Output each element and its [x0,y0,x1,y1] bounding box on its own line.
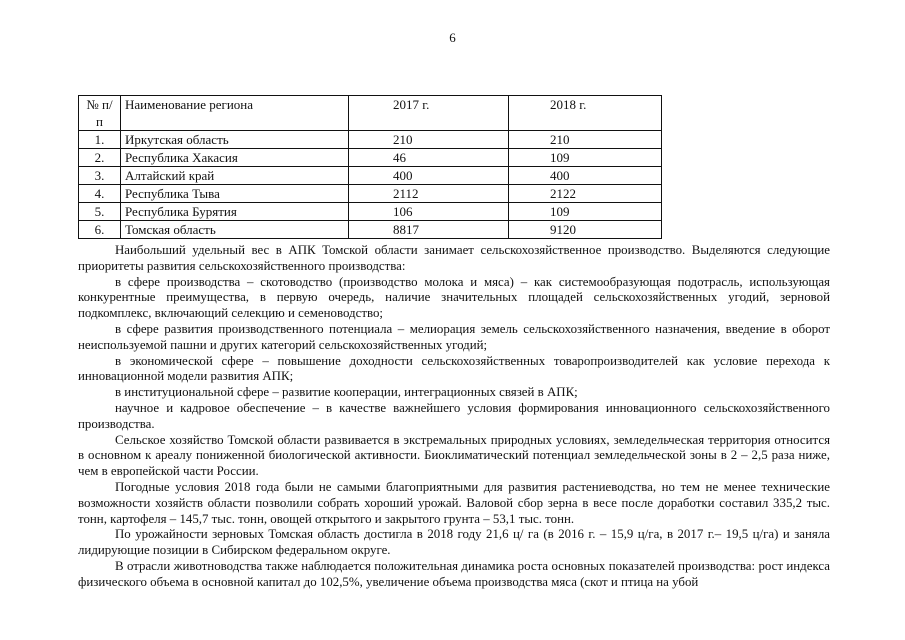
cell-2017: 46 [349,149,509,167]
cell-2018: 210 [509,131,662,149]
cell-num: 2. [79,149,121,167]
cell-num: 4. [79,185,121,203]
body-text [78,243,830,591]
table-row [79,167,662,185]
page-number: 6 [449,30,456,45]
table-row [79,131,662,149]
header-region-name: Наименование региона [121,96,349,131]
cell-2018: 109 [509,149,662,167]
cell-region-name: Республика Бурятия [121,203,349,221]
paragraph: в сфере производства – скотоводство (производство молока и мяса) – как системообразующая подотрасль, использующая конкурентные преимущества, в первую очередь, наличие значительных площадей сельскохозяйственных угодий, зерновой подкомплекс, включающий селекцию и семеноводство; [78,274,830,321]
cell-2017: 106 [349,203,509,221]
cell-2018: 400 [509,167,662,185]
paragraph: Наибольший удельный вес в АПК Томской области занимает сельскохозяйственное производство. Выделяются следующие приоритеты развития сельскохозяйственного производства: [78,243,830,273]
cell-2017: 210 [349,131,509,149]
table-header-row [79,96,662,131]
cell-2018: 109 [509,203,662,221]
cell-2017: 2112 [349,185,509,203]
table-row [79,149,662,167]
paragraph: в институциональной сфере – развитие кооперации, интеграционных связей в АПК; [115,385,578,400]
paragraph: научное и кадровое обеспечение – в качестве важнейшего условия формирования инновационного сельскохозяйственного производства. [78,400,830,431]
cell-2017: 8817 [349,221,509,239]
cell-region-name: Республика Хакасия [121,149,349,167]
cell-num: 5. [79,203,121,221]
table-row [79,203,662,221]
cell-2018: 9120 [509,221,662,239]
cell-region-name: Иркутская область [121,131,349,149]
cell-region-name: Республика Тыва [121,185,349,203]
header-num: № п/п [79,96,121,131]
cell-num: 6. [79,221,121,239]
cell-2018: 2122 [509,185,662,203]
cell-num: 1. [79,131,121,149]
paragraph: Погодные условия 2018 года были не самыми благоприятными для развития растениеводства, но тем не менее технические возможности хозяйств области позволили собрать хороший урожай. Валовой сбор зерна в весе после доработки составил 335,2 тыс. тонн, картофеля – 145,7 тыс. тонн, овощей открытого и закрытого грунта – 53,1 тыс. тонн. [78,479,830,526]
header-2018: 2018 г. [509,96,662,131]
header-2017: 2017 г. [349,96,509,131]
regions-table [78,95,662,239]
paragraph: В отрасли животноводства также наблюдается положительная динамика роста основных показателей производства: рост индекса физического объема в основной капитал до 102,5%, увеличение объема производства мяса (скот и птица на убой [78,558,830,589]
table-row [79,185,662,203]
paragraph: в экономической сфере – повышение доходности сельскохозяйственных товаропроизводителей как условие перехода к инновационной модели развития АПК; [78,353,830,384]
cell-num: 3. [79,167,121,185]
cell-2017: 400 [349,167,509,185]
table-row [79,221,662,239]
cell-region-name: Алтайский край [121,167,349,185]
paragraph: По урожайности зерновых Томская область достигла в 2018 году 21,6 ц/ га (в 2016 г. – 15,9 ц/га, в 2017 г.– 19,5 ц/га) и заняла лидирующие позиции в Сибирском федеральном округе. [78,527,830,558]
cell-region-name: Томская область [121,221,349,239]
paragraph: Сельское хозяйство Томской области развивается в экстремальных природных условиях, земледельческая территория относится в основном к ареалу пониженной биологической активности. Биоклиматический потенциал земледельческой зоны в 2 – 2,5 раза ниже, чем в европейской части России. [78,432,830,479]
paragraph: в сфере развития производственного потенциала – мелиорация земель сельскохозяйственного назначения, введение в оборот неиспользуемой пашни и других категорий сельскохозяйственных угодий; [78,321,830,352]
